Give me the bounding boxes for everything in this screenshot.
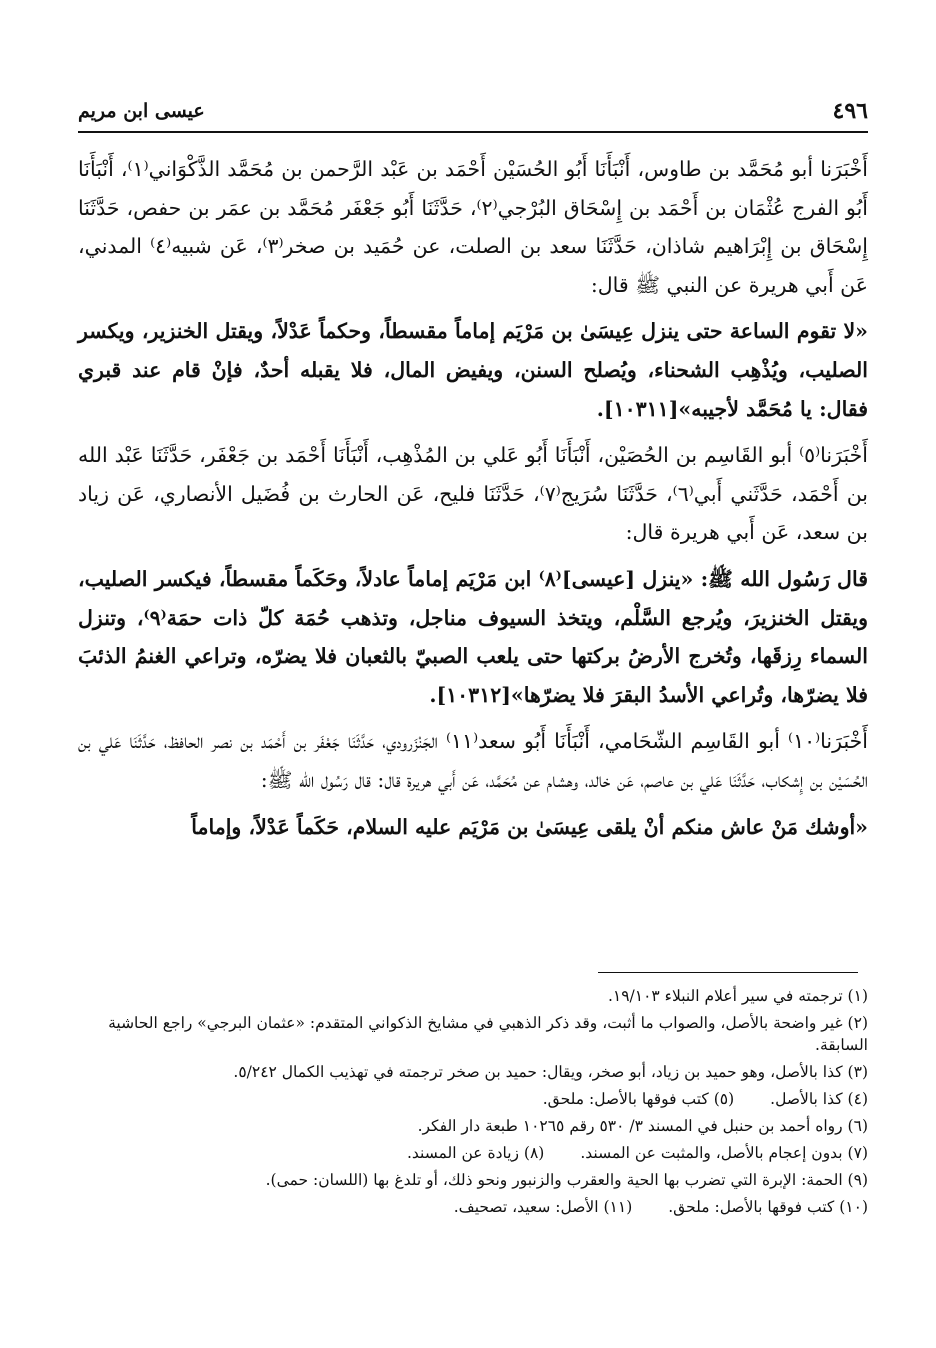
footnote-row-7-8 — [78, 1142, 868, 1169]
paragraph-hadith-2: قال رَسُول الله ﷺ: «ينزل [عيسى]⁽٨⁾ ابن مَرْيَم إماماً عادلاً، وحَكَماً مقسطاً، فيكسر الصليب، ويقتل الخنزيرَ، ويُرجع السَّلْم، ويتخذ السيوف مناجل، وتذهب حُمَة كلّ ذات حمَة⁽٩⁾، وتنزل السماء رِزقَها، وتُخرج الأرضُ بركتها حتى يلعب الصبيّ بالثعبان فلا يضرّه، وتراعي الغنمُ الذئبَ فلا يضرّها، وتُراعي الأسدُ البقرَ فلا يضرّها»[١٠٣١٢]. — [78, 566, 869, 707]
footnote-row-4-5 — [78, 1088, 868, 1115]
paragraph-hadith-1: «لا تقوم الساعة حتى ينزل عِيسَىٰ بن مَرْيَم إماماً مقسطاً، وحكماً عَدْلاً، ويقتل الخنزير، ويكسر الصليب، ويُذْهِب الشحناء، ويُصلح السنن، ويفيض المال، فلا يقبله أحدٌ، فإنْ قام عند قبري فقال: يا مُحَمَّد لأجيبه»[١٠٣١١]. — [78, 319, 868, 421]
footnote-row-10-11 — [78, 1196, 868, 1223]
running-title: عيسى ابن مريم — [78, 100, 205, 122]
page-number: ٤٩٦ — [832, 98, 868, 124]
footnote-7: (٧) بدون إعجام بالأصل، والمثبت عن المسند. — [580, 1144, 868, 1162]
main-text — [78, 150, 868, 854]
paragraph-isnad-3: أَخْبَرَنا⁽١٠⁾ أبو القَاسِم الشّحَامي، أَنْبَأَنَا أَبُو سعد⁽١١⁾ الجَنْزَرودي، حَدَّثَنَا جَعْفَر بن أَحْمَد بن نصر الحافظ، حَدَّثَنَا عَلي بن الحُسَيْن بن إِشكاب، حَدَّثَنَا عَلي بن عاصم، عَن خالد، وهشام عن مُحَمَّد، عَن أَبي هريرة قال: قال رَسُول الله ﷺ: — [78, 729, 868, 792]
footnote-11: (١١) الأصل: سعيد، تصحيف. — [453, 1198, 633, 1216]
paragraph-hadith-3: «أوشك مَنْ عاش منكم أنْ يلقى عِيسَىٰ بن مَرْيَم عليه السلام، حَكَماً عَدْلاً، وإماماً — [191, 814, 868, 839]
footnote-5: (٥) كتب فوقها بالأصل: ملحق. — [542, 1090, 735, 1108]
footnote-1: (١) ترجمته في سير أعلام النبلاء ١٩/١٠٣. — [607, 987, 868, 1005]
footnote-8: (٨) زيادة عن المسند. — [406, 1144, 545, 1162]
footnote-4: (٤) كذا بالأصل. — [770, 1090, 868, 1108]
footnotes — [78, 985, 868, 1223]
footnote-10: (١٠) كتب فوقها بالأصل: ملحق. — [668, 1198, 868, 1216]
footnote-3: (٣) كذا بالأصل، وهو حميد بن زياد، أبو صخر، ويقال: حميد بن صخر ترجمته في تهذيب الكمال ٥/٢٤٢. — [233, 1063, 868, 1081]
running-head — [78, 98, 868, 128]
footnote-2: (٢) غير واضحة بالأصل، والصواب ما أثبت، وقد ذكر الذهبي في مشايخ الذكواني المتقدم: «عثمان البرجي» راجع الحاشية السابقة. — [108, 1014, 868, 1054]
footnote-9: (٩) الحمة: الإبرة التي تضرب بها الحية والعقرب والزنبور ونحو ذلك، أو تلدغ بها (اللسان: حمى). — [265, 1171, 868, 1189]
paragraph-isnad-1: أَخْبَرَنا أبو مُحَمَّد بن طاوس، أَنْبَأَنَا أَبُو الحُسَيْن أَحْمَد بن عَبْد الرَّحمن بن مُحَمَّد الذَّكْوَاني⁽١⁾، أَنْبَأَنَا أَبُو الفرج عُثْمَان بن أَحْمَد بن إِسْحَاق البُرْجي⁽٢⁾، حَدَّثَنَا أَبُو جَعْفَر مُحَمَّد بن عمَر بن حفص، حَدَّثَنَا إِسْحَاق بن إِبْرَاهيم شاذان، حَدَّثَنَا سعد بن الصلت، عن حُمَيد بن صخر⁽٣⁾، عَن شبيه⁽٤⁾ المدني، عَن أَبي هريرة عن النبي ﷺ قال: — [78, 157, 869, 297]
header-rule — [78, 131, 868, 133]
paragraph-isnad-2: أَخْبَرَنا⁽٥⁾ أبو القَاسِم بن الحُصَيْن، أَنْبَأَنَا أَبُو عَلي بن المُذْهِب، أَنْبَأَنَا أَحْمَد بن جَعْفَر، حَدَّثَنَا عَبْد الله بن أَحْمَد، حَدَّثَني أَبي⁽٦⁾، حَدَّثَنَا سُرَيج⁽٧⁾، حَدَّثَنَا فليح، عَن الحارث بن فُضَيل الأنصاري، عَن زياد بن سعد، عَن أَبي هريرة قال: — [78, 443, 869, 545]
footnote-rule — [598, 972, 858, 973]
footnote-6: (٦) رواه أحمد بن حنبل في المسند ٣/ ٥٣٠ رقم ١٠٢٦٥ طبعة دار الفكر. — [417, 1117, 868, 1135]
